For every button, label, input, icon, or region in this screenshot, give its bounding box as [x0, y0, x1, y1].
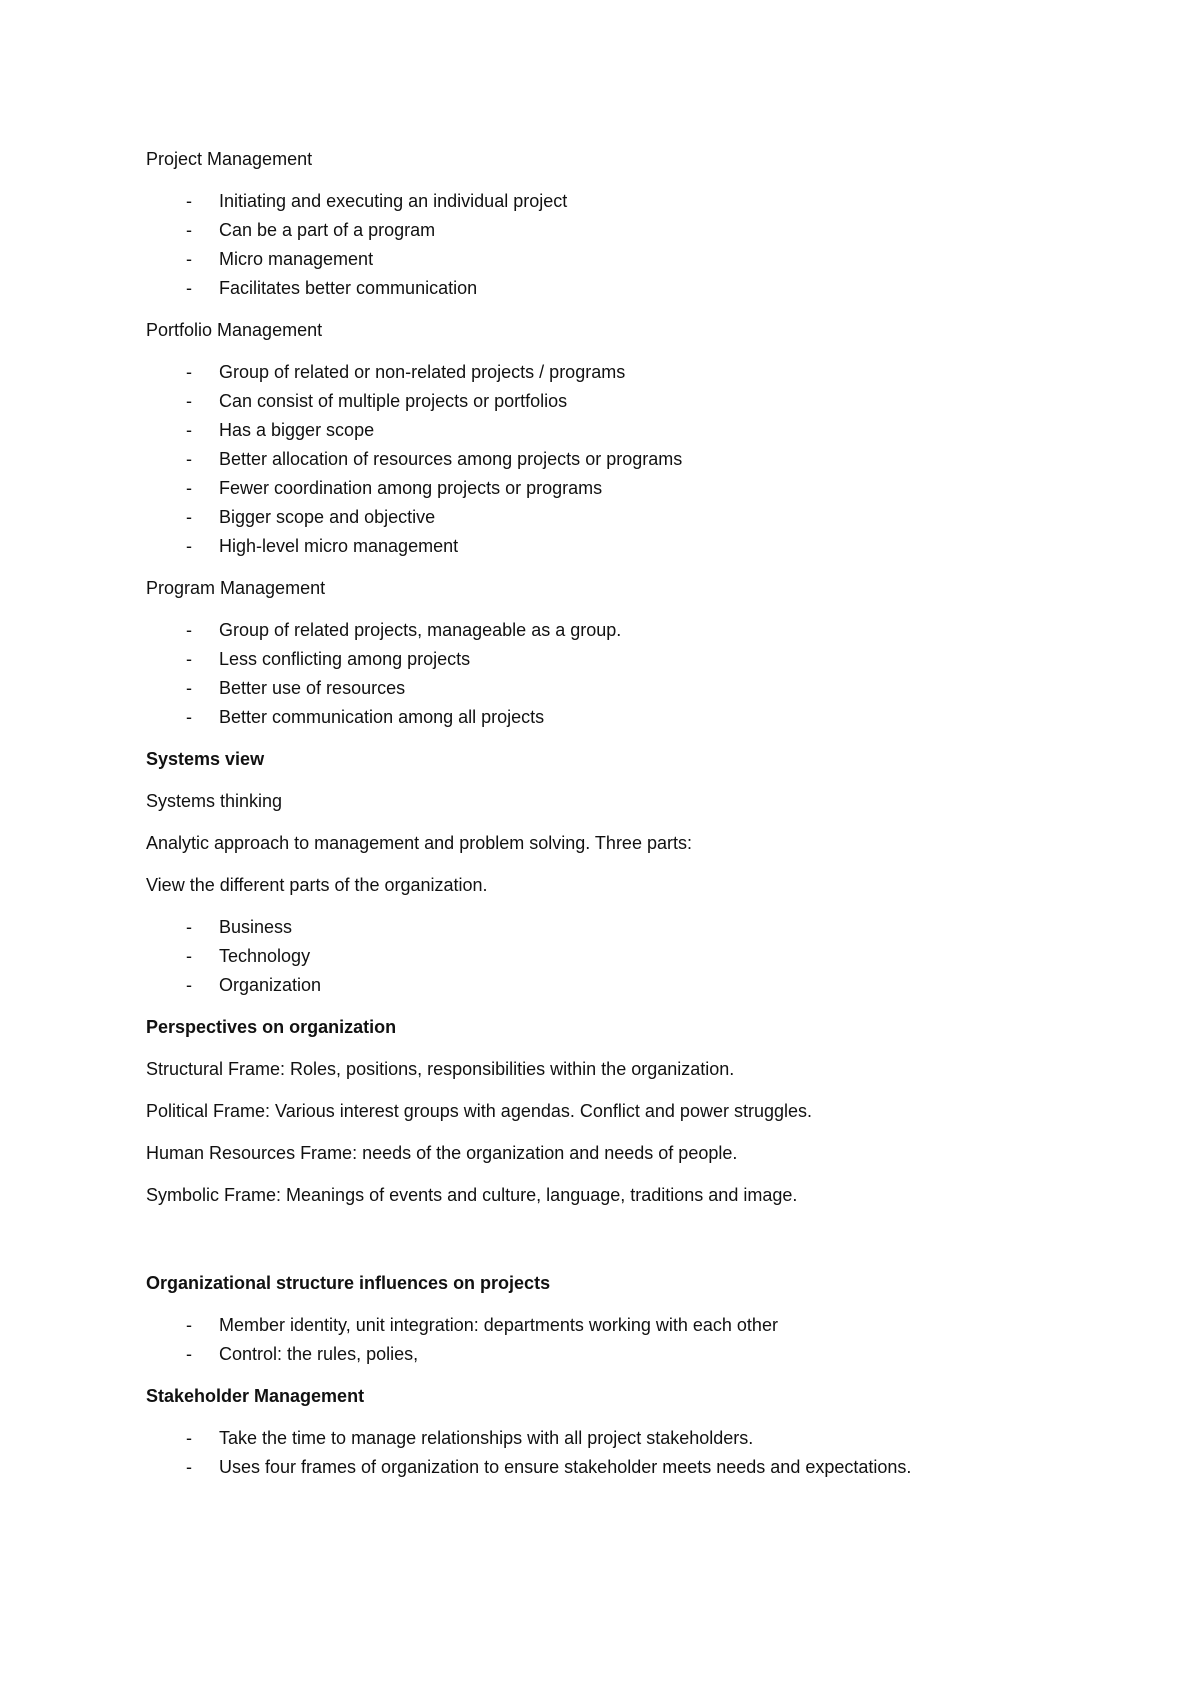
list-item-text: Can be a part of a program	[219, 220, 436, 240]
list-item-text: Can consist of multiple projects or portfolios	[219, 391, 568, 411]
list-item-text: Facilitates better communication	[219, 278, 478, 298]
list-item-text: Bigger scope and objective	[219, 507, 436, 527]
dash-bullet: -	[186, 620, 192, 640]
dash-bullet: -	[186, 362, 192, 382]
list-item-text: Micro management	[219, 249, 374, 269]
list-item-text: Better communication among all projects	[219, 707, 545, 727]
paragraph-view-parts: View the different parts of the organization.	[146, 875, 488, 895]
list-item	[146, 387, 1066, 416]
list-item-text: Better allocation of resources among projects or programs	[219, 449, 683, 469]
list-portfolio-management	[146, 358, 1066, 561]
list-item	[146, 187, 1066, 216]
dash-bullet: -	[186, 975, 192, 995]
list-project-management	[146, 187, 1066, 303]
list-item	[146, 1424, 1066, 1453]
heading-systems-view: Systems view	[146, 749, 265, 769]
dash-bullet: -	[186, 678, 192, 698]
dash-bullet: -	[186, 420, 192, 440]
dash-bullet: -	[186, 191, 192, 211]
list-item-text: Less conflicting among projects	[219, 649, 471, 669]
list-item-text: Has a bigger scope	[219, 420, 375, 440]
heading-portfolio-management: Portfolio Management	[146, 320, 323, 340]
list-stakeholder-management	[146, 1424, 1066, 1482]
dash-bullet: -	[186, 220, 192, 240]
paragraph-political-frame: Political Frame: Various interest groups with agendas. Conflict and power struggles.	[146, 1101, 812, 1121]
list-item-text: Group of related or non-related projects / programs	[219, 362, 626, 382]
list-item	[146, 358, 1066, 387]
list-item-text: Member identity, unit integration: departments working with each other	[219, 1315, 778, 1335]
list-item	[146, 942, 1066, 971]
list-item-text: Uses four frames of organization to ensure stakeholder meets needs and expectations.	[219, 1457, 912, 1477]
dash-bullet: -	[186, 278, 192, 298]
heading-project-management: Project Management	[146, 149, 313, 169]
list-item-text: Business	[219, 917, 293, 937]
list-systems-view	[146, 913, 1066, 1000]
dash-bullet: -	[186, 1315, 192, 1335]
list-program-management	[146, 616, 1066, 732]
list-item-text: Fewer coordination among projects or programs	[219, 478, 603, 498]
list-item	[146, 445, 1066, 474]
list-item-text: Take the time to manage relationships with all project stakeholders.	[219, 1428, 754, 1448]
list-item-text: High-level micro management	[219, 536, 459, 556]
list-item	[146, 474, 1066, 503]
dash-bullet: -	[186, 1428, 192, 1448]
paragraph-analytic-approach: Analytic approach to management and problem solving. Three parts:	[146, 833, 692, 853]
paragraph-human-resources-frame: Human Resources Frame: needs of the organization and needs of people.	[146, 1143, 738, 1163]
dash-bullet: -	[186, 917, 192, 937]
list-item	[146, 245, 1066, 274]
dash-bullet: -	[186, 1457, 192, 1477]
dash-bullet: -	[186, 946, 192, 966]
list-item	[146, 971, 1066, 1000]
list-item	[146, 532, 1066, 561]
dash-bullet: -	[186, 649, 192, 669]
paragraph-structural-frame: Structural Frame: Roles, positions, responsibilities within the organization.	[146, 1059, 735, 1079]
list-item	[146, 703, 1066, 732]
list-item-text: Better use of resources	[219, 678, 406, 698]
dash-bullet: -	[186, 478, 192, 498]
dash-bullet: -	[186, 536, 192, 556]
list-org-structure	[146, 1311, 1066, 1369]
heading-program-management: Program Management	[146, 578, 326, 598]
dash-bullet: -	[186, 449, 192, 469]
paragraph-systems-thinking: Systems thinking	[146, 791, 283, 811]
list-item	[146, 913, 1066, 942]
heading-stakeholder-management: Stakeholder Management	[146, 1386, 365, 1406]
heading-org-structure: Organizational structure influences on projects	[146, 1273, 551, 1293]
list-item	[146, 416, 1066, 445]
list-item	[146, 216, 1066, 245]
list-item	[146, 274, 1066, 303]
list-item	[146, 1453, 1066, 1482]
dash-bullet: -	[186, 249, 192, 269]
list-item-text: Control: the rules, polies,	[219, 1344, 419, 1364]
list-item	[146, 674, 1066, 703]
list-item	[146, 1311, 1066, 1340]
list-item	[146, 503, 1066, 532]
heading-perspectives: Perspectives on organization	[146, 1017, 397, 1037]
list-item	[146, 1340, 1066, 1369]
dash-bullet: -	[186, 707, 192, 727]
dash-bullet: -	[186, 391, 192, 411]
list-item-text: Group of related projects, manageable as a group.	[219, 620, 622, 640]
list-item	[146, 616, 1066, 645]
list-item-text: Initiating and executing an individual project	[219, 191, 568, 211]
list-item	[146, 645, 1066, 674]
dash-bullet: -	[186, 507, 192, 527]
list-item-text: Technology	[219, 946, 311, 966]
paragraph-symbolic-frame: Symbolic Frame: Meanings of events and culture, language, traditions and image.	[146, 1185, 798, 1205]
list-item-text: Organization	[219, 975, 322, 995]
document-body	[146, 145, 1066, 1482]
dash-bullet: -	[186, 1344, 192, 1364]
